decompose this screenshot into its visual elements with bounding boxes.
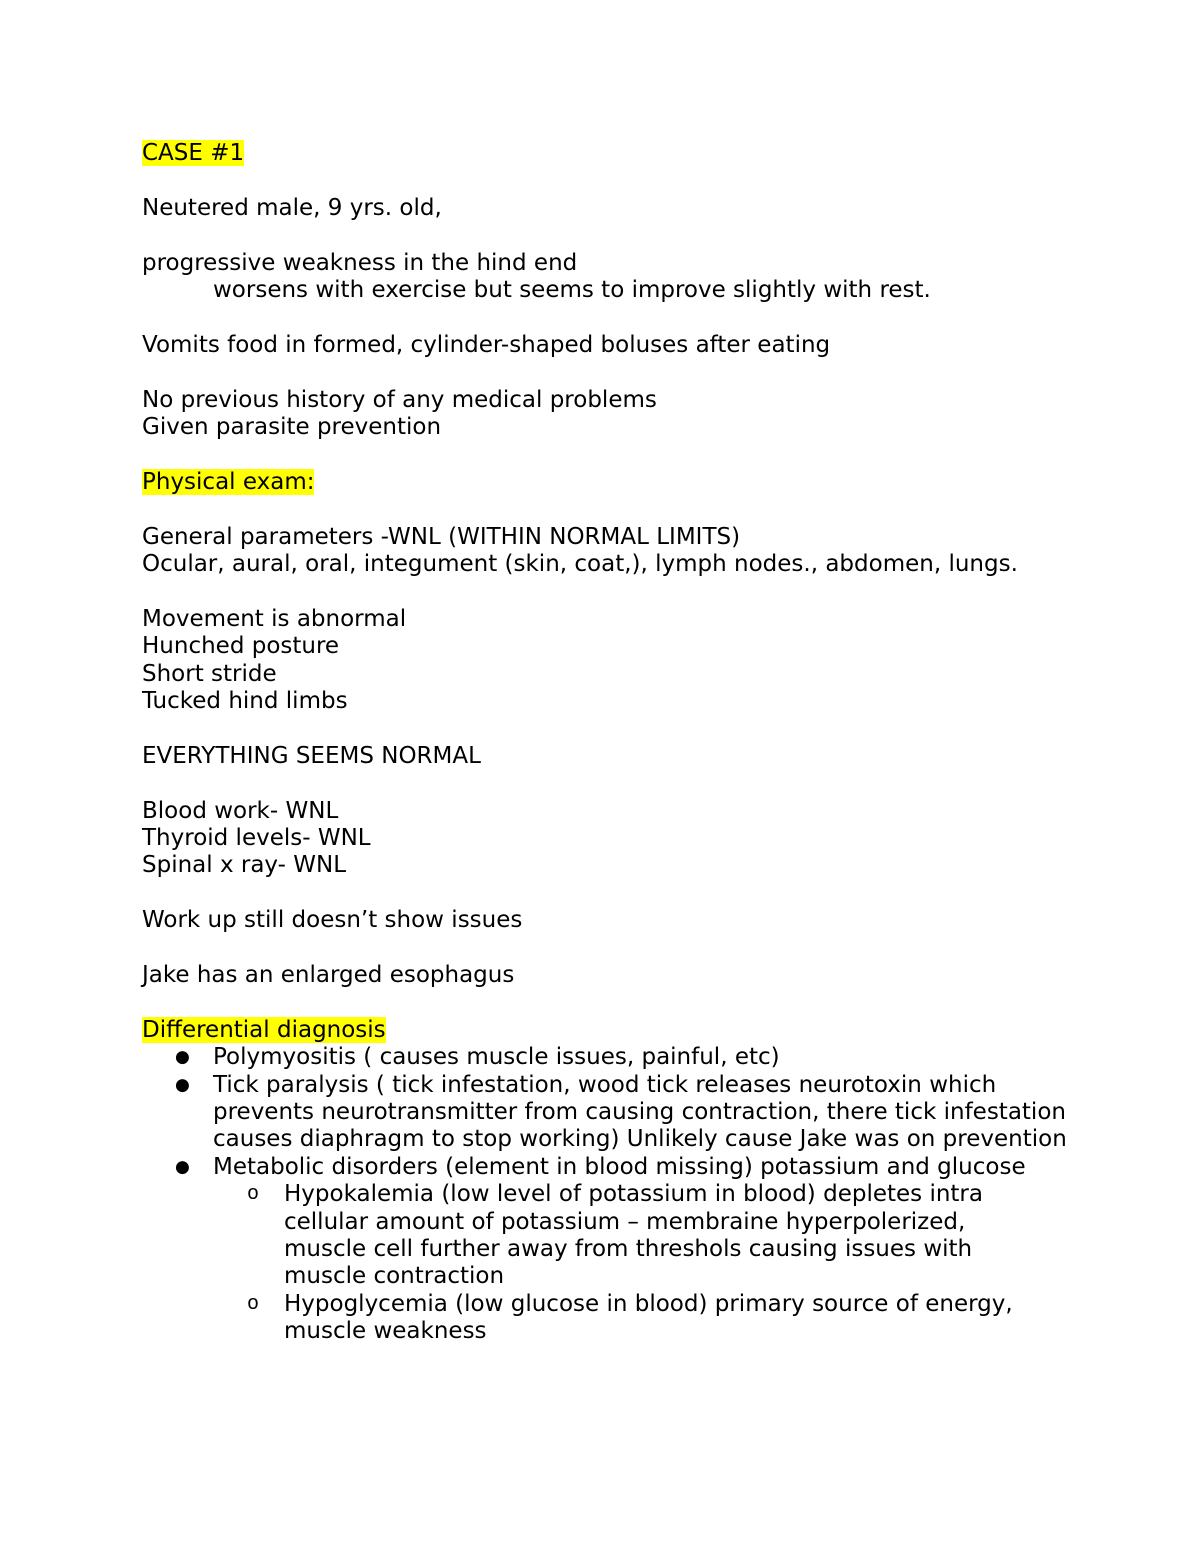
- list-item: [142, 1072, 1072, 1154]
- history-line-1: No previous history of any medical problems: [142, 386, 657, 413]
- bullet-icon: ●: [175, 1074, 190, 1095]
- case-title: CASE #1: [142, 140, 245, 166]
- sub-list-item-text: Hypoglycemia (low glucose in blood) primary source of energy, muscle weakness: [284, 1290, 1013, 1345]
- bullet-icon: ●: [175, 1047, 190, 1068]
- movement-line: Hunched posture: [142, 633, 340, 660]
- signalment: Neutered male, 9 yrs. old,: [142, 194, 442, 221]
- circle-bullet-icon: o: [246, 1183, 259, 1207]
- list-item: [142, 1044, 1072, 1071]
- document-page: [142, 140, 1072, 1346]
- complaint-detail: worsens with exercise but seems to improve slightly with rest.: [213, 277, 931, 303]
- physical-exam-heading: Physical exam:: [142, 468, 315, 495]
- list-item-text: Tick paralysis ( tick infestation, wood tick releases neurotoxin which prevents neurotransmitter from causing contraction, there tick infestation causes diaphragm to stop working) Unlikely cause Jake was on prevention: [213, 1071, 1067, 1153]
- sub-list-item: [213, 1291, 1072, 1346]
- list-item-text: Metabolic disorders (element in blood missing) potassium and glucose: [213, 1153, 1026, 1180]
- test-result: Spinal x ray- WNL: [142, 852, 347, 879]
- circle-bullet-icon: o: [246, 1292, 259, 1316]
- presenting-complaint: progressive weakness in the hind end: [142, 249, 578, 276]
- movement-line: Movement is abnormal: [142, 605, 407, 632]
- exam-line-2: Ocular, aural, oral, integument (skin, coat,), lymph nodes., abdomen, lungs.: [142, 551, 1018, 577]
- exam-line-1: General parameters -WNL (WITHIN NORMAL LIMITS): [142, 523, 741, 550]
- movement-line: Short stride: [142, 660, 277, 687]
- test-result: Blood work- WNL: [142, 797, 339, 824]
- case-title-line: [142, 140, 1072, 167]
- dd-heading-line: [142, 1017, 1072, 1044]
- differential-list: [142, 1044, 1072, 1345]
- sub-list: [213, 1181, 1072, 1345]
- differential-diagnosis-heading: Differential diagnosis: [142, 1016, 386, 1043]
- everything-normal-note: EVERYTHING SEEMS NORMAL: [142, 742, 481, 769]
- sub-list-item-text: Hypokalemia (low level of potassium in blood) depletes intra cellular amount of potassium – membraine hyperpolerized, muscle cell further away from threshols causing issues with muscle contraction: [284, 1181, 983, 1290]
- list-item-text: Polymyositis ( causes muscle issues, painful, etc): [213, 1044, 780, 1071]
- vomiting-note: Vomits food in formed, cylinder-shaped boluses after eating: [142, 331, 831, 358]
- bullet-icon: ●: [175, 1156, 190, 1177]
- sub-list-item: [213, 1181, 1072, 1291]
- finding-note: Jake has an enlarged esophagus: [142, 962, 515, 989]
- movement-line: Tucked hind limbs: [142, 688, 348, 715]
- list-item: [142, 1154, 1072, 1346]
- workup-note: Work up still doesn’t show issues: [142, 907, 523, 934]
- history-line-2: Given parasite prevention: [142, 414, 442, 440]
- physical-exam-heading-line: [142, 469, 1072, 496]
- test-result: Thyroid levels- WNL: [142, 825, 371, 852]
